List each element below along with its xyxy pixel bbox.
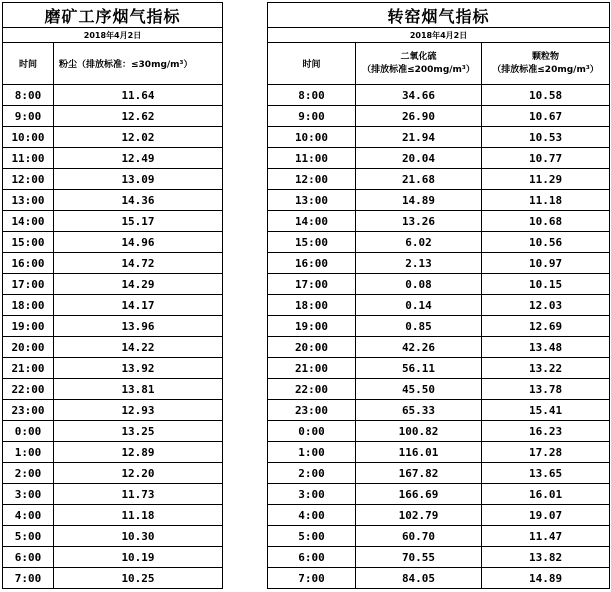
grinding-table-row xyxy=(3,547,223,568)
so2-value-cell: 102.79 xyxy=(356,505,482,526)
kiln-table-row xyxy=(268,106,610,127)
kiln-table-row xyxy=(268,295,610,316)
dust-value-cell: 11.64 xyxy=(54,85,223,106)
dust-value-cell: 10.19 xyxy=(54,547,223,568)
time-cell: 5:00 xyxy=(268,526,356,547)
pm-value-cell: 10.77 xyxy=(482,148,610,169)
kiln-table-body xyxy=(268,3,610,589)
kiln-table-header-row xyxy=(268,43,610,85)
grinding-table-row xyxy=(3,358,223,379)
so2-value-cell: 70.55 xyxy=(356,547,482,568)
dust-value-cell: 14.17 xyxy=(54,295,223,316)
time-cell: 0:00 xyxy=(268,421,356,442)
pm-value-cell: 13.65 xyxy=(482,463,610,484)
time-cell: 17:00 xyxy=(268,274,356,295)
kiln-table-row xyxy=(268,379,610,400)
time-cell: 14:00 xyxy=(268,211,356,232)
grinding-table-row xyxy=(3,379,223,400)
time-cell: 15:00 xyxy=(3,232,54,253)
time-cell: 9:00 xyxy=(268,106,356,127)
dust-value-cell: 15.17 xyxy=(54,211,223,232)
pm-value-cell: 13.22 xyxy=(482,358,610,379)
time-cell: 22:00 xyxy=(268,379,356,400)
kiln-table-row xyxy=(268,169,610,190)
kiln-table-row xyxy=(268,421,610,442)
so2-value-cell: 2.13 xyxy=(356,253,482,274)
kiln-table-row xyxy=(268,442,610,463)
dust-value-cell: 14.22 xyxy=(54,337,223,358)
time-cell: 6:00 xyxy=(3,547,54,568)
grinding-flue-gas-table xyxy=(2,2,223,589)
grinding-table-header-row xyxy=(3,43,223,85)
kiln-table-row xyxy=(268,211,610,232)
dust-value-cell: 13.09 xyxy=(54,169,223,190)
dust-value-cell: 12.02 xyxy=(54,127,223,148)
dust-value-cell: 10.25 xyxy=(54,568,223,589)
grinding-table-body xyxy=(3,3,223,589)
time-cell: 18:00 xyxy=(3,295,54,316)
pm-value-cell: 10.56 xyxy=(482,232,610,253)
time-cell: 4:00 xyxy=(268,505,356,526)
grinding-table-row xyxy=(3,274,223,295)
so2-value-cell: 65.33 xyxy=(356,400,482,421)
grinding-table-row xyxy=(3,484,223,505)
so2-value-cell: 0.14 xyxy=(356,295,482,316)
pm-value-cell: 11.29 xyxy=(482,169,610,190)
pm-value-cell: 14.89 xyxy=(482,568,610,589)
grinding-table-row xyxy=(3,232,223,253)
grinding-table-date: 2018年4月2日 xyxy=(3,28,223,43)
time-cell: 20:00 xyxy=(3,337,54,358)
grinding-table-row xyxy=(3,526,223,547)
grinding-table-row xyxy=(3,148,223,169)
time-cell: 0:00 xyxy=(3,421,54,442)
dust-value-cell: 14.36 xyxy=(54,190,223,211)
pm-column-header xyxy=(482,43,610,85)
time-cell: 23:00 xyxy=(268,400,356,421)
dust-column-header: 粉尘（排放标准：≤30mg/m³） xyxy=(54,43,223,85)
time-cell: 23:00 xyxy=(3,400,54,421)
dust-value-cell: 12.20 xyxy=(54,463,223,484)
grinding-table-row xyxy=(3,253,223,274)
so2-value-cell: 100.82 xyxy=(356,421,482,442)
kiln-table-row xyxy=(268,463,610,484)
so2-value-cell: 14.89 xyxy=(356,190,482,211)
time-cell: 5:00 xyxy=(3,526,54,547)
grinding-table-row xyxy=(3,295,223,316)
kiln-table-row xyxy=(268,547,610,568)
pm-value-cell: 10.53 xyxy=(482,127,610,148)
so2-value-cell: 34.66 xyxy=(356,85,482,106)
so2-value-cell: 60.70 xyxy=(356,526,482,547)
time-cell: 14:00 xyxy=(3,211,54,232)
kiln-table-row xyxy=(268,358,610,379)
kiln-table-row xyxy=(268,400,610,421)
time-cell: 15:00 xyxy=(268,232,356,253)
kiln-table-row xyxy=(268,526,610,547)
time-cell: 13:00 xyxy=(268,190,356,211)
pm-value-cell: 12.69 xyxy=(482,316,610,337)
dust-value-cell: 12.93 xyxy=(54,400,223,421)
time-cell: 22:00 xyxy=(3,379,54,400)
so2-value-cell: 166.69 xyxy=(356,484,482,505)
time-cell: 1:00 xyxy=(268,442,356,463)
time-cell: 4:00 xyxy=(3,505,54,526)
time-cell: 8:00 xyxy=(3,85,54,106)
so2-value-cell: 0.85 xyxy=(356,316,482,337)
time-column-header: 时间 xyxy=(268,43,356,85)
dust-value-cell: 12.62 xyxy=(54,106,223,127)
grinding-table-row xyxy=(3,421,223,442)
time-cell: 11:00 xyxy=(268,148,356,169)
kiln-table-row xyxy=(268,274,610,295)
pm-value-cell: 17.28 xyxy=(482,442,610,463)
grinding-table-row xyxy=(3,85,223,106)
time-cell: 3:00 xyxy=(268,484,356,505)
time-cell: 2:00 xyxy=(268,463,356,484)
so2-value-cell: 6.02 xyxy=(356,232,482,253)
pm-value-cell: 13.78 xyxy=(482,379,610,400)
pm-value-cell: 10.97 xyxy=(482,253,610,274)
dust-value-cell: 13.96 xyxy=(54,316,223,337)
pm-value-cell: 10.58 xyxy=(482,85,610,106)
pm-value-cell: 10.67 xyxy=(482,106,610,127)
dust-value-cell: 13.92 xyxy=(54,358,223,379)
time-cell: 16:00 xyxy=(268,253,356,274)
so2-value-cell: 42.26 xyxy=(356,337,482,358)
time-cell: 12:00 xyxy=(3,169,54,190)
time-cell: 21:00 xyxy=(3,358,54,379)
so2-header-name: 二氧化硫 xyxy=(400,51,437,62)
grinding-table-row xyxy=(3,316,223,337)
kiln-table-row xyxy=(268,127,610,148)
time-cell: 18:00 xyxy=(268,295,356,316)
time-cell: 21:00 xyxy=(268,358,356,379)
time-cell: 3:00 xyxy=(3,484,54,505)
time-cell: 16:00 xyxy=(3,253,54,274)
time-cell: 11:00 xyxy=(3,148,54,169)
time-column-header: 时间 xyxy=(3,43,54,85)
so2-value-cell: 13.26 xyxy=(356,211,482,232)
grinding-table-row xyxy=(3,211,223,232)
grinding-table-row xyxy=(3,127,223,148)
time-cell: 19:00 xyxy=(3,316,54,337)
pm-header-standard: （排放标准≤20mg/m³） xyxy=(492,64,599,75)
pm-value-cell: 13.48 xyxy=(482,337,610,358)
kiln-table-row xyxy=(268,253,610,274)
time-cell: 17:00 xyxy=(3,274,54,295)
time-cell: 1:00 xyxy=(3,442,54,463)
pm-value-cell: 19.07 xyxy=(482,505,610,526)
dust-value-cell: 10.30 xyxy=(54,526,223,547)
pm-value-cell: 16.01 xyxy=(482,484,610,505)
dust-value-cell: 13.25 xyxy=(54,421,223,442)
pm-value-cell: 11.47 xyxy=(482,526,610,547)
dust-value-cell: 11.73 xyxy=(54,484,223,505)
so2-value-cell: 26.90 xyxy=(356,106,482,127)
so2-value-cell: 45.50 xyxy=(356,379,482,400)
time-cell: 7:00 xyxy=(268,568,356,589)
grinding-table-row xyxy=(3,442,223,463)
kiln-table-row xyxy=(268,190,610,211)
dust-value-cell: 14.72 xyxy=(54,253,223,274)
time-cell: 10:00 xyxy=(3,127,54,148)
grinding-table-title: 磨矿工序烟气指标 xyxy=(3,3,223,28)
so2-value-cell: 167.82 xyxy=(356,463,482,484)
pm-value-cell: 10.68 xyxy=(482,211,610,232)
time-cell: 13:00 xyxy=(3,190,54,211)
so2-value-cell: 116.01 xyxy=(356,442,482,463)
so2-value-cell: 84.05 xyxy=(356,568,482,589)
so2-value-cell: 56.11 xyxy=(356,358,482,379)
grinding-table-row xyxy=(3,568,223,589)
grinding-table-row xyxy=(3,505,223,526)
grinding-table-row xyxy=(3,106,223,127)
so2-value-cell: 21.94 xyxy=(356,127,482,148)
grinding-table-row xyxy=(3,337,223,358)
kiln-table-row xyxy=(268,85,610,106)
pm-value-cell: 15.41 xyxy=(482,400,610,421)
pm-value-cell: 11.18 xyxy=(482,190,610,211)
time-cell: 19:00 xyxy=(268,316,356,337)
so2-header-standard: （排放标准≤200mg/m³） xyxy=(362,64,475,75)
kiln-table-row xyxy=(268,568,610,589)
time-cell: 12:00 xyxy=(268,169,356,190)
pm-value-cell: 16.23 xyxy=(482,421,610,442)
grinding-table-row xyxy=(3,400,223,421)
grinding-table-row xyxy=(3,190,223,211)
dust-value-cell: 12.89 xyxy=(54,442,223,463)
time-cell: 8:00 xyxy=(268,85,356,106)
pm-header-name: 颗粒物 xyxy=(532,51,560,62)
time-cell: 7:00 xyxy=(3,568,54,589)
time-cell: 2:00 xyxy=(3,463,54,484)
time-cell: 6:00 xyxy=(268,547,356,568)
dust-value-cell: 14.29 xyxy=(54,274,223,295)
pm-value-cell: 13.82 xyxy=(482,547,610,568)
so2-column-header xyxy=(356,43,482,85)
pm-value-cell: 10.15 xyxy=(482,274,610,295)
kiln-table-row xyxy=(268,232,610,253)
kiln-table-row xyxy=(268,337,610,358)
grinding-table-row xyxy=(3,463,223,484)
kiln-table-date: 2018年4月2日 xyxy=(268,28,610,43)
so2-value-cell: 0.08 xyxy=(356,274,482,295)
time-cell: 20:00 xyxy=(268,337,356,358)
kiln-table-title: 转窑烟气指标 xyxy=(268,3,610,28)
so2-value-cell: 21.68 xyxy=(356,169,482,190)
dust-value-cell: 11.18 xyxy=(54,505,223,526)
pm-value-cell: 12.03 xyxy=(482,295,610,316)
kiln-table-row xyxy=(268,505,610,526)
so2-value-cell: 20.04 xyxy=(356,148,482,169)
dust-value-cell: 13.81 xyxy=(54,379,223,400)
time-cell: 9:00 xyxy=(3,106,54,127)
kiln-flue-gas-table xyxy=(267,2,610,589)
kiln-table-row xyxy=(268,316,610,337)
time-cell: 10:00 xyxy=(268,127,356,148)
dust-value-cell: 12.49 xyxy=(54,148,223,169)
grinding-table-row xyxy=(3,169,223,190)
kiln-table-row xyxy=(268,148,610,169)
kiln-table-row xyxy=(268,484,610,505)
dust-value-cell: 14.96 xyxy=(54,232,223,253)
